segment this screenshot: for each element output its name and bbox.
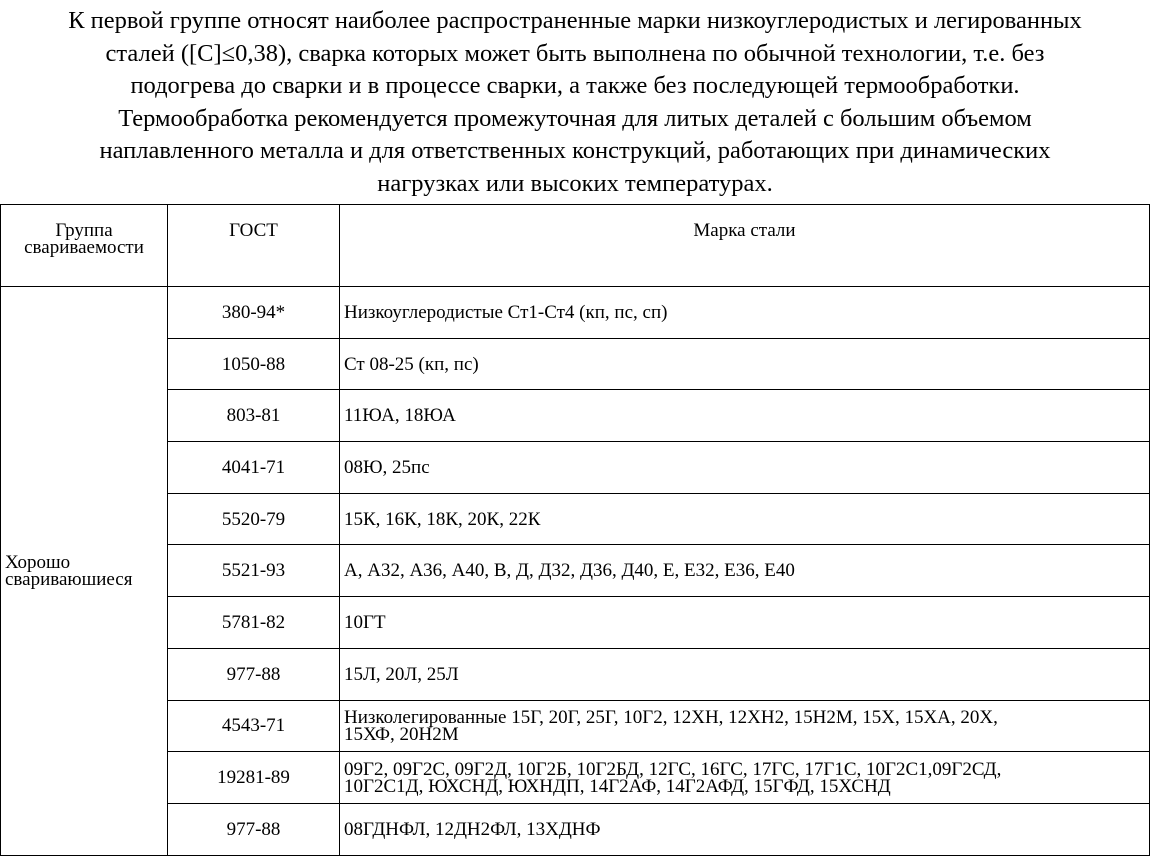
group-line1: Хорошо <box>5 551 71 573</box>
grade-cell <box>340 752 1150 804</box>
table-row <box>1 493 1150 545</box>
gost-cell: 5521-93 <box>168 545 340 597</box>
table-row <box>1 287 1150 339</box>
grade-line1: Низколегированные 15Г, 20Г, 25Г, 10Г2, 12ХН, 12ХН2, 15Н2М, 15Х, 15ХА, 20Х, <box>344 706 998 728</box>
grade-cell: Ст 08-25 (кп, пс) <box>340 338 1150 390</box>
intro-paragraph <box>0 5 1150 200</box>
intro-line: сталей ([C]≤0,38), сварка которых может быть выполнена по обычной технологии, т.е. без <box>105 39 1045 67</box>
table-row <box>1 338 1150 390</box>
gost-cell: 1050-88 <box>168 338 340 390</box>
intro-line: подогрева до сварки и в процессе сварки, а также без последующей термообработки. <box>130 72 1020 99</box>
gost-cell: 380-94* <box>168 287 340 339</box>
gost-cell: 19281-89 <box>168 752 340 804</box>
gost-cell: 803-81 <box>168 390 340 442</box>
grade-cell <box>340 700 1150 752</box>
table-row <box>1 442 1150 494</box>
intro-line: наплавленного металла и для ответственных конструкций, работающих при динамических <box>99 137 1051 164</box>
grade-cell: Низкоуглеродистые Ст1-Ст4 (кп, пс, сп) <box>340 287 1150 339</box>
grade-line1: 09Г2, 09Г2С, 09Г2Д, 10Г2Б, 10Г2БД, 12ГС, 16ГС, 17ГС, 17Г1С, 10Г2С1,09Г2СД, <box>344 758 1002 780</box>
gost-cell: 5520-79 <box>168 493 340 545</box>
table-row <box>1 700 1150 752</box>
header-group-line2: свариваемости <box>24 237 144 258</box>
intro-line: нагрузках или высоких температурах. <box>377 169 773 197</box>
grade-cell: 08Ю, 25пс <box>340 442 1150 494</box>
grade-cell: 11ЮА, 18ЮА <box>340 390 1150 442</box>
table-header-row <box>1 205 1150 287</box>
grade-cell: 08ГДНФЛ, 12ДН2ФЛ, 13ХДНФ <box>340 803 1150 855</box>
grade-cell: 10ГТ <box>340 597 1150 649</box>
gost-cell: 5781-82 <box>168 597 340 649</box>
table-row <box>1 390 1150 442</box>
table-row <box>1 545 1150 597</box>
grade-cell: 15Л, 20Л, 25Л <box>340 648 1150 700</box>
table-row <box>1 803 1150 855</box>
gost-cell: 977-88 <box>168 803 340 855</box>
steel-weldability-table <box>0 204 1150 856</box>
table-row <box>1 597 1150 649</box>
header-group <box>1 205 168 287</box>
gost-cell: 977-88 <box>168 648 340 700</box>
grade-line2: 15ХФ, 20Н2М <box>344 723 459 745</box>
header-grade: Марка стали <box>340 205 1150 287</box>
gost-cell: 4041-71 <box>168 442 340 494</box>
table-row <box>1 752 1150 804</box>
intro-line: К первой группе относят наиболее распространенные марки низкоуглеродистых и легированных <box>68 7 1082 34</box>
group-line2: свариваюшиеся <box>5 568 133 590</box>
grade-line2: 10Г2С1Д, ЮХСНД, ЮХНДП, 14Г2АФ, 14Г2АФД, 15ГФД, 15ХСНД <box>344 775 891 797</box>
header-gost: ГОСТ <box>168 205 340 287</box>
intro-line: Термообработка рекомендуется промежуточная для литых деталей с большим объемом <box>118 104 1032 132</box>
gost-cell: 4543-71 <box>168 700 340 752</box>
grade-cell: А, А32, А36, А40, В, Д, Д32, Д36, Д40, Е, Е32, Е36, Е40 <box>340 545 1150 597</box>
table-row <box>1 648 1150 700</box>
header-group-line1: Группа <box>55 220 113 241</box>
grade-cell: 15К, 16К, 18К, 20К, 22К <box>340 493 1150 545</box>
group-cell <box>1 287 168 856</box>
